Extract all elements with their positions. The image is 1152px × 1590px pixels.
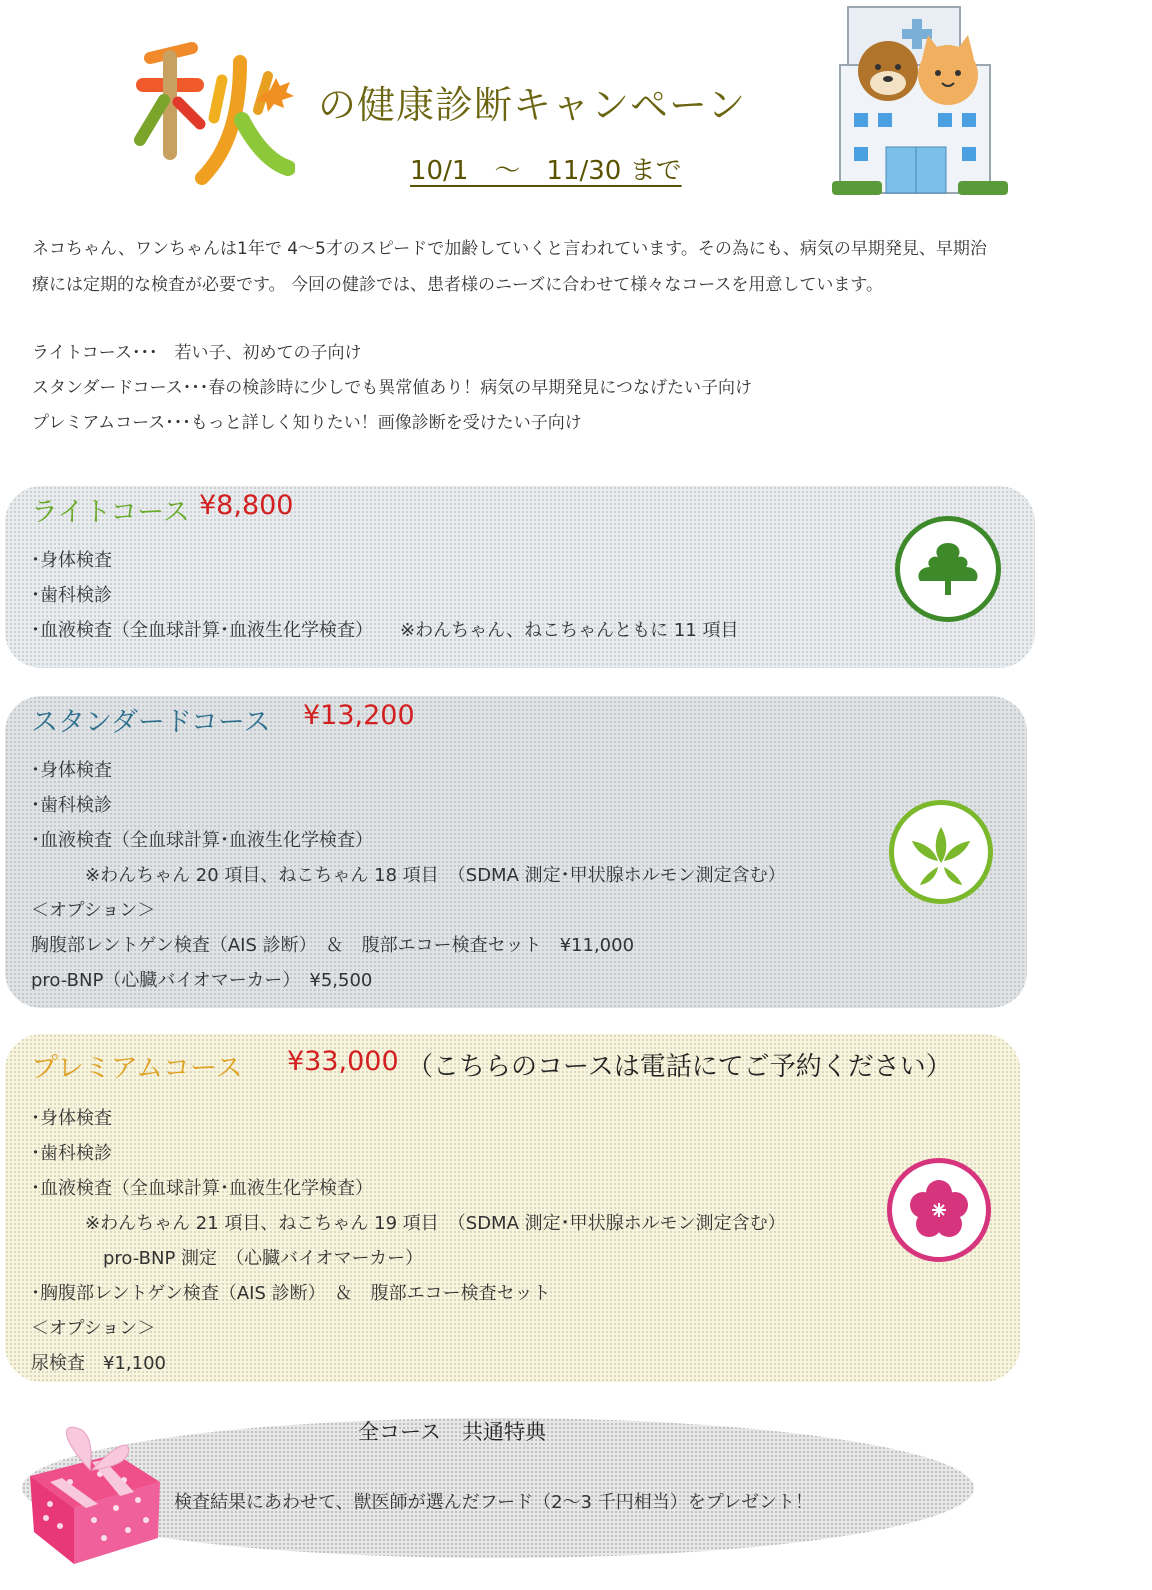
standard-item: ･血液検査（全血球計算･血液生化学検査） bbox=[31, 830, 373, 851]
bamboo-emblem bbox=[889, 800, 993, 904]
plum-emblem bbox=[887, 1158, 991, 1262]
premium-course-title: プレミアムコース bbox=[31, 1053, 243, 1084]
bonus-text: 検査結果にあわせて、獣医師が選んだフード（2～3 千円相当）をプレゼント！ bbox=[174, 1492, 814, 1513]
premium-item: ･胸腹部レントゲン検査（AIS 診断） ＆ 腹部エコー検査セット bbox=[31, 1283, 551, 1304]
premium-option-item: 尿検査 ¥1,100 bbox=[31, 1353, 166, 1374]
premium-course-box bbox=[5, 1034, 1020, 1382]
standard-course-box bbox=[5, 696, 1027, 1008]
standard-option-header: ＜オプション＞ bbox=[31, 900, 156, 921]
standard-option-item: pro-BNP（心臓バイオマーカー） ¥5,500 bbox=[31, 970, 373, 991]
campaign-period: 10/1 ～ 11/30 まで bbox=[410, 156, 682, 186]
standard-item: ※わんちゃん 20 項目、ねこちゃん 18 項目 （SDMA 測定･甲状腺ホルモン測定含む） bbox=[31, 865, 786, 886]
standard-option-item: 胸腹部レントゲン検査（AIS 診断） ＆ 腹部エコー検査セット ¥11,000 bbox=[31, 935, 635, 956]
pine-icon bbox=[900, 521, 996, 617]
premium-item: ･身体検査 bbox=[31, 1108, 112, 1129]
standard-item: ･身体検査 bbox=[31, 760, 112, 781]
light-course-price: ¥8,800 bbox=[199, 490, 294, 521]
autumn-character-icon bbox=[130, 40, 295, 190]
hospital-icon bbox=[830, 5, 1010, 205]
light-item: ･歯科検診 bbox=[31, 585, 112, 606]
light-item: ･血液検査（全血球計算･血液生化学検査） ※わんちゃん、ねこちゃんともに 11 項目 bbox=[31, 620, 739, 641]
light-course-box bbox=[5, 486, 1035, 668]
plum-icon bbox=[892, 1163, 986, 1257]
standard-course-price: ¥13,200 bbox=[303, 700, 415, 731]
bamboo-icon bbox=[894, 805, 988, 899]
summary-light: ライトコース･･･ 若い子、初めての子向け bbox=[32, 343, 362, 363]
pine-emblem bbox=[895, 516, 1001, 622]
intro-line-1: ネコちゃん、ワンちゃんは1年で 4～5才のスピードで加齢していくと言われています。その為にも、病気の早期発見、早期治 bbox=[32, 239, 987, 259]
summary-standard: スタンダードコース･･･春の検診時に少しでも異常値あり！病気の早期発見につなげたい子向け bbox=[32, 378, 752, 398]
light-course-title: ライトコース bbox=[31, 497, 190, 528]
premium-item: ･血液検査（全血球計算･血液生化学検査） bbox=[31, 1178, 373, 1199]
page-title: の健康診断キャンペーン bbox=[318, 83, 747, 127]
aki-logo bbox=[130, 40, 295, 190]
bonus-title: 全コース 共通特典 bbox=[358, 1420, 546, 1444]
premium-item: pro-BNP 測定 （心臓バイオマーカー） bbox=[31, 1248, 424, 1269]
premium-item: ･歯科検診 bbox=[31, 1143, 112, 1164]
premium-item: ※わんちゃん 21 項目、ねこちゃん 19 項目 （SDMA 測定･甲状腺ホルモン測定含む） bbox=[31, 1213, 786, 1234]
premium-course-price: ¥33,000 bbox=[287, 1046, 399, 1077]
gift-icon bbox=[20, 1408, 170, 1568]
standard-item: ･歯科検診 bbox=[31, 795, 112, 816]
premium-course-note: （こちらのコースは電話にてご予約ください） bbox=[407, 1052, 952, 1082]
summary-premium: プレミアムコース･･･もっと詳しく知りたい！画像診断を受けたい子向け bbox=[32, 413, 582, 433]
logo-char: 秋 bbox=[130, 40, 131, 41]
intro-line-2: 療には定期的な検査が必要です。 今回の健診では、患者様のニーズに合わせて様々なコースを用意しています。 bbox=[32, 275, 883, 295]
standard-course-title: スタンダードコース bbox=[31, 707, 271, 738]
light-item: ･身体検査 bbox=[31, 550, 112, 571]
premium-option-header: ＜オプション＞ bbox=[31, 1318, 156, 1339]
